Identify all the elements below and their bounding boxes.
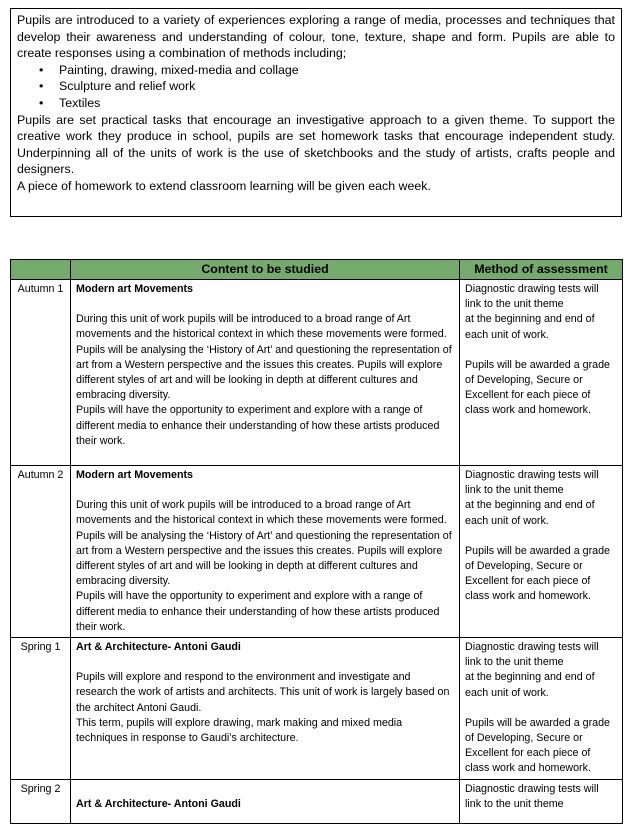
term-cell: Spring 2 (11, 779, 71, 823)
content-cell (71, 466, 460, 638)
unit-description: Pupils will have the opportunity to experiment and explore with a range of different media to enhance their understanding of how these artists produced their work. (76, 590, 440, 633)
assessment-cell (460, 466, 623, 638)
methods-list (17, 62, 615, 112)
curriculum-table (10, 259, 623, 824)
table-row (11, 280, 623, 466)
assessment-text: at the beginning and end of each unit of work. (465, 313, 595, 341)
unit-title: Modern art Movements (76, 469, 193, 481)
table-row (11, 779, 623, 823)
unit-description: During this unit of work pupils will be introduced to a broad range of Art movements and the historical context in which these movements were formed. Pupils will be analysing the ‘History of Art’ and questioning the representation of art from a Western perspective and the issues this creates. Pupils will explore different styles of art and will be looking in depth at different cultures and embracing diversity. (76, 499, 452, 588)
intro-paragraph-2: Pupils are set practical tasks that encourage an investigative approach to a given theme. To support the creative work they produce in school, pupils are set homework tasks that encourage independent study. Underpinning all of the units of work is the use of sketchbooks and the study of artists, crafts people and designers. (17, 112, 615, 177)
unit-description: This term, pupils will explore drawing, mark making and mixed media techniques in response to Gaudi’s architecture. (76, 716, 403, 745)
unit-title: Art & Architecture- Antoni Gaudi (76, 797, 241, 810)
assessment-text: Diagnostic drawing tests will link to the unit theme (465, 641, 599, 669)
assessment-text: Diagnostic drawing tests will link to the unit theme (465, 782, 599, 810)
assessment-text: Pupils will be awarded a grade of Developing, Secure or Excellent for each piece of class work and homework. (465, 716, 610, 775)
content-cell (71, 280, 460, 466)
intro-paragraph-1: Pupils are introduced to a variety of experiences exploring a range of media, processes and techniques that develop their awareness and understanding of colour, tone, texture, shape and form. Pupils are able to create responses using a combination of methods including; (17, 13, 615, 61)
assessment-text: Pupils will be awarded a grade of Developing, Secure or Excellent for each piece of class work and homework. (465, 544, 610, 603)
assessment-text: Diagnostic drawing tests will link to the unit theme (465, 283, 599, 311)
content-cell (71, 638, 460, 780)
intro-paragraph-3: A piece of homework to extend classroom learning will be given each week. (17, 178, 431, 193)
content-cell (71, 779, 460, 823)
table-header-row (11, 260, 623, 280)
table-row (11, 466, 623, 638)
assessment-cell (460, 779, 623, 823)
content-header: Content to be studied (71, 260, 460, 280)
assessment-cell (460, 280, 623, 466)
list-item: • Textiles (39, 95, 615, 112)
assessment-cell (460, 638, 623, 780)
assessment-header: Method of assessment (460, 260, 623, 280)
unit-description: During this unit of work pupils will be introduced to a broad range of Art movements and the historical context in which these movements were formed. Pupils will be analysing the ‘History of Art’ and questioning the representation of art from a Western perspective and the issues this creates. Pupils will explore different styles of art and will be looking in depth at different cultures and embracing diversity. (76, 313, 452, 402)
list-item: • Sculpture and relief work (39, 78, 615, 95)
assessment-text: at the beginning and end of each unit of work. (465, 671, 595, 699)
term-cell: Autumn 2 (11, 466, 71, 638)
unit-description: Pupils will explore and respond to the environment and investigate and research the work of artists and architects. This unit of work is largely based on the architect Antoni Gaudi. (76, 671, 450, 714)
assessment-text: at the beginning and end of each unit of work. (465, 499, 595, 527)
unit-title: Art & Architecture- Antoni Gaudi (76, 641, 241, 654)
term-cell: Spring 1 (11, 638, 71, 780)
unit-title: Modern art Movements (76, 283, 193, 295)
assessment-text: Diagnostic drawing tests will link to the unit theme (465, 469, 599, 497)
unit-description: Pupils will have the opportunity to experiment and explore with a range of different media to enhance their understanding of how these artists produced their work. (76, 404, 440, 447)
term-header (11, 260, 71, 280)
assessment-text: Pupils will be awarded a grade of Developing, Secure or Excellent for each piece of class work and homework. (465, 358, 610, 417)
list-item: • Painting, drawing, mixed-media and collage (39, 62, 615, 79)
table-row (11, 638, 623, 780)
intro-box (10, 8, 622, 217)
term-cell: Autumn 1 (11, 280, 71, 466)
